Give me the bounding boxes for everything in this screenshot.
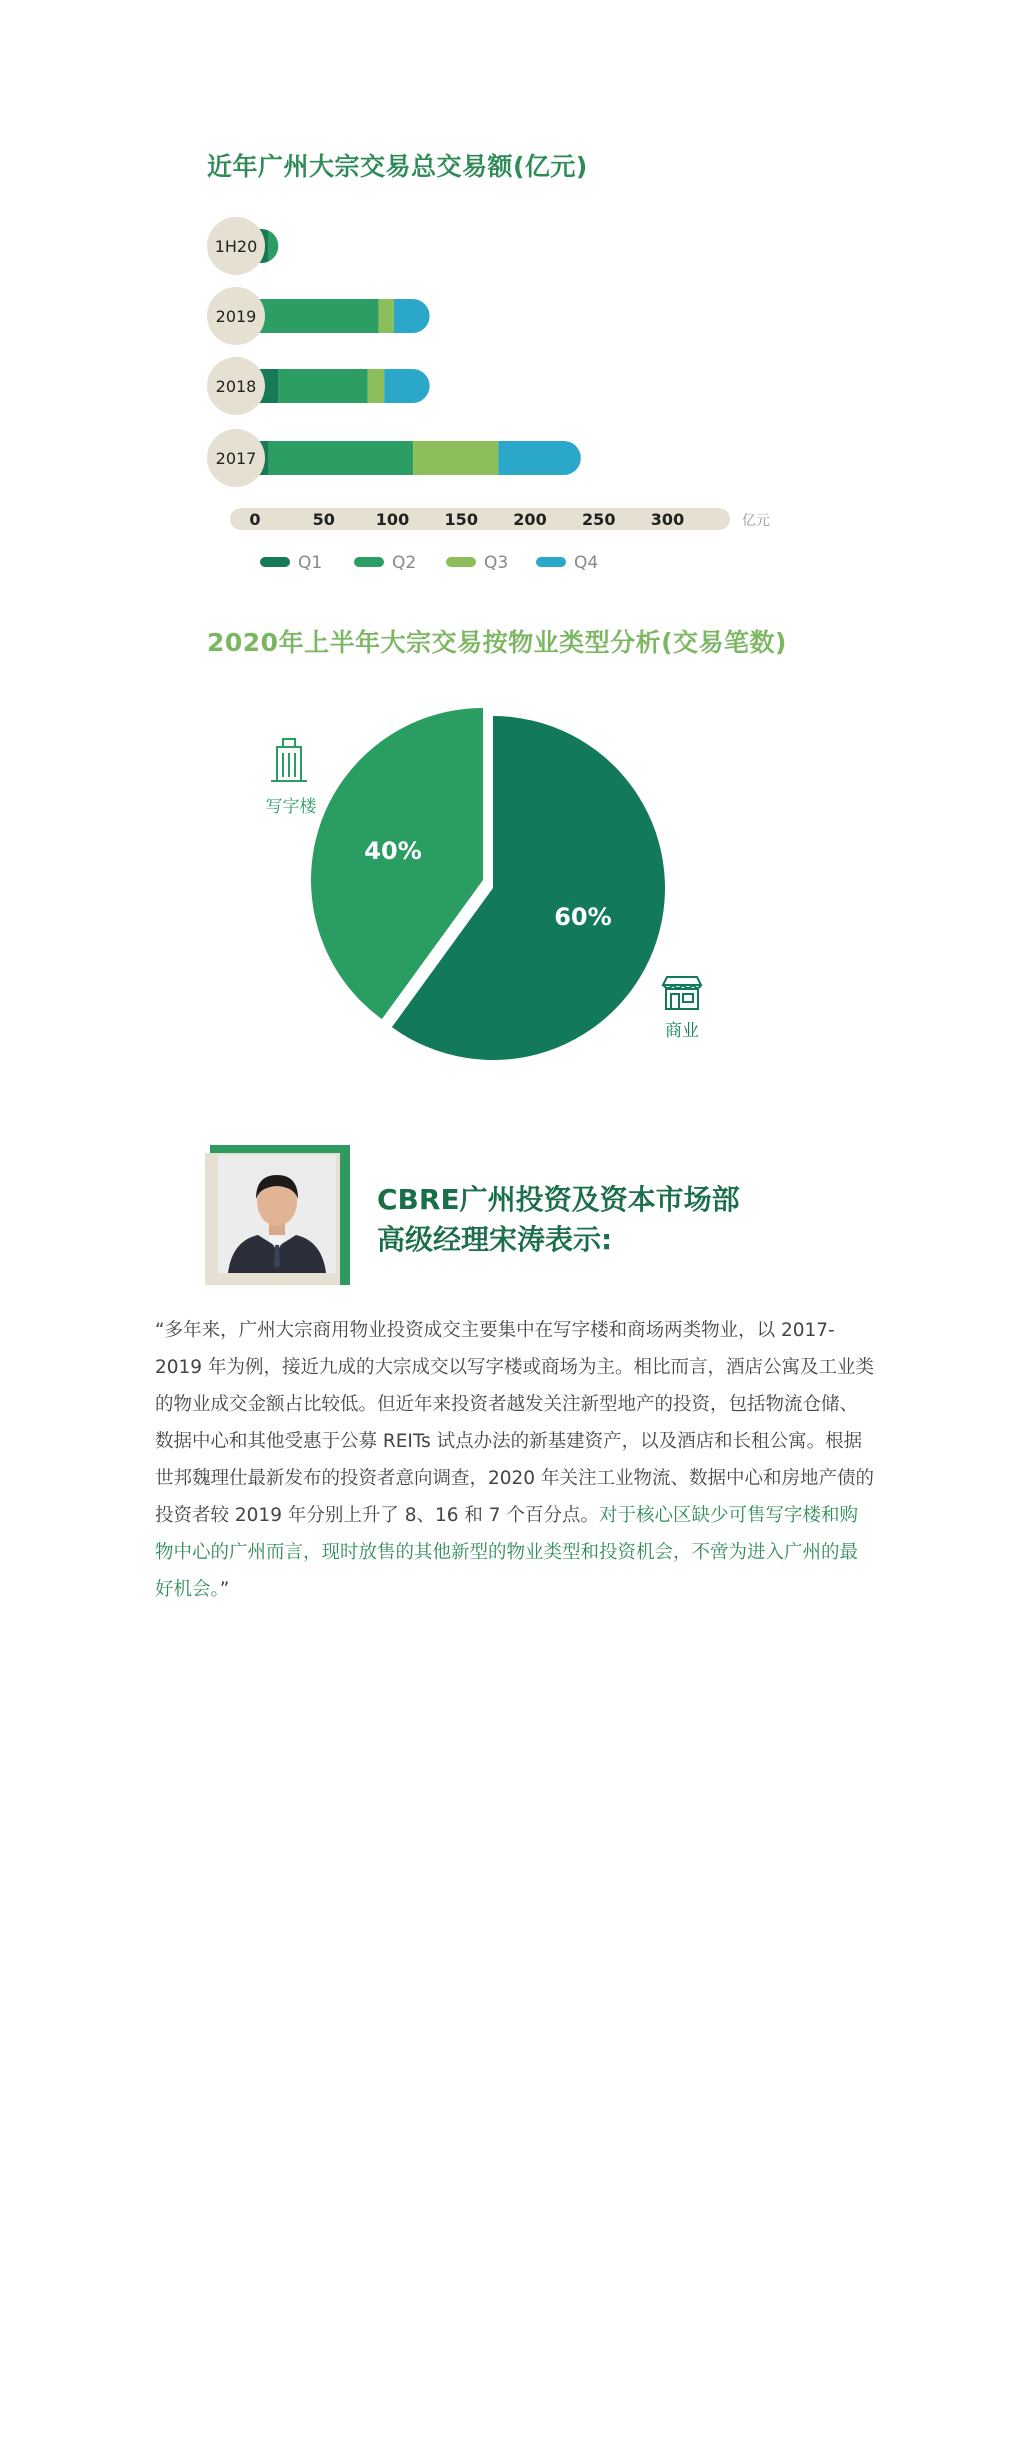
pie-value-label: 60% (554, 903, 612, 932)
office-label: 写字楼 (265, 797, 317, 817)
bar-segment-q4 (394, 299, 430, 333)
office-building-icon (271, 739, 307, 781)
x-tick-label: 0 (249, 510, 261, 529)
x-tick-label: 200 (513, 510, 547, 529)
category-label: 1H20 (214, 237, 258, 256)
legend-swatch (354, 557, 384, 567)
bar-segment-q4 (384, 369, 429, 403)
speaker-heading-line2: 高级经理宋涛表示: (377, 1223, 613, 1256)
pie-value-label: 40% (364, 836, 422, 865)
speaker-heading (377, 1180, 740, 1260)
speaker-photo-frame (205, 1145, 350, 1285)
bar-segment-q2 (269, 441, 413, 475)
bar-segment-q3 (379, 299, 394, 333)
quote-main: “多年来，广州大宗商用物业投资成交主要集中在写字楼和商场两类物业，以 2017-2019 年为例，接近九成的大宗成交以写字楼或商场为主。相比而言，酒店公寓及工业类的物业成交金额占比较低。但近年来投资者越发关注新型地产的投资，包括物流仓储、数据中心和其他受惠于公募 REITs 试点办法的新基建资产，以及酒店和长租公寓。根据世邦魏理仕最新发布的投资者意向调查，2020 年关注工业物流、数据中心和房地产债的投资者较 2019 年分别上升了 8、16 和 7 个百分点。 (155, 1320, 874, 1526)
speaker-quote (155, 1312, 875, 1608)
legend-swatch (446, 557, 476, 567)
category-label: 2018 (215, 377, 257, 396)
speaker-heading-line1: CBRE广州投资及资本市场部 (377, 1183, 740, 1216)
bar-row (207, 429, 581, 487)
x-axis-unit: 亿元 (742, 513, 770, 529)
x-tick-label: 300 (650, 510, 685, 529)
x-tick-label: 250 (582, 510, 616, 529)
legend-item (260, 553, 322, 573)
legend-swatch (260, 557, 290, 567)
bar-row (207, 217, 278, 275)
legend-item (354, 553, 416, 573)
bar-chart (0, 0, 1024, 600)
bar-segment-q4 (498, 441, 581, 475)
chart2-title: 2020年上半年大宗交易按物业类型分析(交易笔数) (207, 628, 787, 657)
legend-item (446, 553, 508, 573)
x-tick-label: 100 (375, 510, 410, 529)
bar-row (207, 287, 430, 345)
quote-highlight: 对于核心区缺少可售写字楼和购物中心的广州而言，现时放售的其他新型的物业类型和投资机会，不啻为进入广州的最好机会。 (155, 1505, 859, 1600)
quote-end: ” (219, 1579, 230, 1600)
speaker-photo (218, 1155, 336, 1273)
legend-swatch (536, 557, 566, 567)
legend-label: Q1 (298, 553, 323, 573)
bar-segment-q2 (269, 229, 279, 263)
category-label: 2019 (215, 307, 257, 326)
category-label: 2017 (215, 449, 257, 468)
x-tick-label: 50 (312, 510, 335, 529)
bar-segment-q3 (413, 441, 498, 475)
bar-row (207, 357, 430, 415)
legend-label: Q2 (392, 553, 417, 573)
shop-label: 商业 (665, 1021, 699, 1041)
shop-icon (663, 977, 701, 1009)
bar-segment-q3 (368, 369, 385, 403)
legend-label: Q3 (484, 553, 509, 573)
chart1-title: 近年广州大宗交易总交易额(亿元) (207, 152, 588, 181)
pie-chart (0, 660, 1024, 1100)
bar-segment-q2 (278, 369, 367, 403)
x-tick-label: 150 (444, 510, 478, 529)
legend-label: Q4 (574, 553, 599, 573)
legend-item (536, 553, 598, 573)
